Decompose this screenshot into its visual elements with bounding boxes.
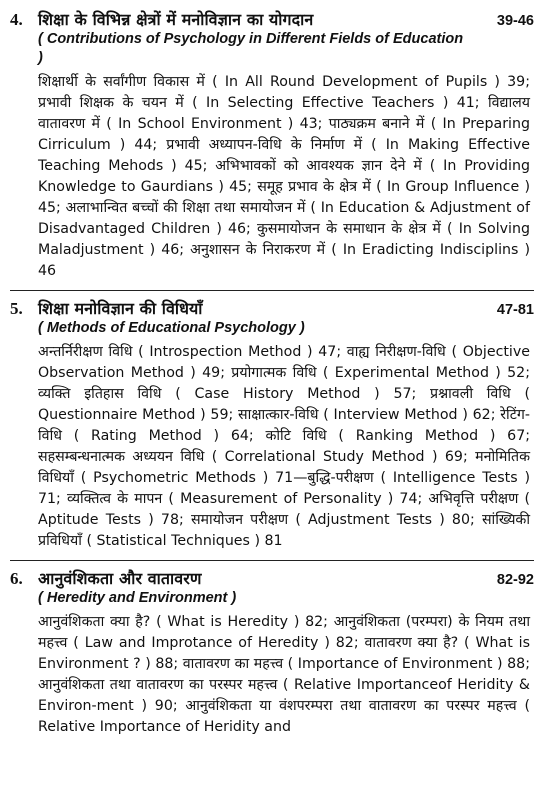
section-divider <box>10 560 534 561</box>
chapter-5 <box>10 297 534 552</box>
chapter-heading <box>10 297 534 319</box>
chapter-number: 5. <box>10 299 23 318</box>
chapter-6 <box>10 567 534 738</box>
chapter-title[interactable]: आनुवंशिकता और वातावरण <box>38 569 202 588</box>
chapter-subtitle: ( Methods of Educational Psychology ) <box>38 320 305 336</box>
chapter-heading <box>10 8 534 30</box>
chapter-subtitle: ( Heredity and Environment ) <box>38 590 237 606</box>
chapter-title[interactable]: शिक्षा मनोविज्ञान की विधियाँ <box>38 299 203 318</box>
chapter-topics: अन्तर्निरीक्षण विधि ( Introspection Method ) 47; वाह्य निरीक्षण-विधि ( Objective Observation Method ) 49; प्रयोगात्मक विधि ( Experimental Method ) 52; व्यक्ति इतिहास विधि ( Case History Method ) 57; प्रश्नावली विधि ( Questionnaire Method ) 59; साक्षात्कार-विधि ( Interview Method ) 62; रेटिंग-विधि ( Rating Method ) 64; कोटि विधि ( Ranking Method ) 67; सहसम्बन्धनात्मक अध्ययन विधि ( Correlational Study Method ) 69; मनोमितिक विधियाँ ( Psychometric Methods ) 71—बुद्धि-परीक्षण ( Intelligence Tests ) 71; व्यक्तित्व के मापन ( Measurement of Personality ) 74; अभिवृत्ति परीक्षण ( Aptitude Tests ) 78; समायोजन परीक्षण ( Adjustment Tests ) 80; सांख्यिकी प्रविधियाँ ( Statistical Techniques ) 81 <box>38 344 530 549</box>
page-range: 39-46 <box>496 13 534 29</box>
page-range: 47-81 <box>496 302 534 318</box>
chapter-number: 6. <box>10 569 23 588</box>
chapter-4 <box>10 8 534 282</box>
chapter-title[interactable]: शिक्षा के विभिन्न क्षेत्रों में मनोविज्ञान का योगदान <box>38 10 314 29</box>
chapter-topics: शिक्षार्थी के सर्वांगीण विकास में ( In All Round Development of Pupils ) 39; प्रभावी शिक्षक के चयन में ( In Selecting Effective Teachers ) 41; विद्यालय वातावरण में ( In School Environment ) 43; पाठ्यक्रम बनाने में ( In Preparing Cirriculum ) 44; प्रभावी अध्यापन-विधि के निर्माण में ( In Making Effective Teaching Mehods ) 45; अभिभावकों को आवश्यक ज्ञान देने में ( In Providing Knowledge to Gaurdians ) 45; समूह प्रभाव के क्षेत्र में ( In Group Influence ) 45; अलाभान्वित बच्चों की शिक्षा तथा समायोजन में ( In Education & Adjustment of Disadvantaged Children ) 46; कुसमायोजन के समाधान के क्षेत्र में ( In Solving Maladjustment ) 46; अनुशासन के निराकरण में ( In Eradicting Indisciplins ) 46 <box>38 74 530 279</box>
chapter-heading <box>10 567 534 589</box>
page-range: 82-92 <box>496 572 534 588</box>
chapter-topics: आनुवंशिकता क्या है? ( What is Heredity ) 82; आनुवंशिकता (परम्परा) के नियम तथा महत्त्व ( Law and Improtance of Heredity ) 82; वातावरण क्या है? ( What is Environment ? ) 88; वातावरण का महत्त्व ( Importance of Environment ) 88; आनुवंशिकता तथा वातावरण का परस्पर महत्त्व ( Relative Importanceof Heridity & Environ-ment ) 90; आनुवंशिकता या वंशपरम्परा तथा वातावरण का परस्पर महत्त्व ( Relative Importance of Heridity and <box>38 614 530 735</box>
section-divider <box>10 290 534 291</box>
chapter-subtitle: ( Contributions of Psychology in Different Fields of Education ) <box>38 31 464 66</box>
chapter-number: 4. <box>10 10 23 29</box>
